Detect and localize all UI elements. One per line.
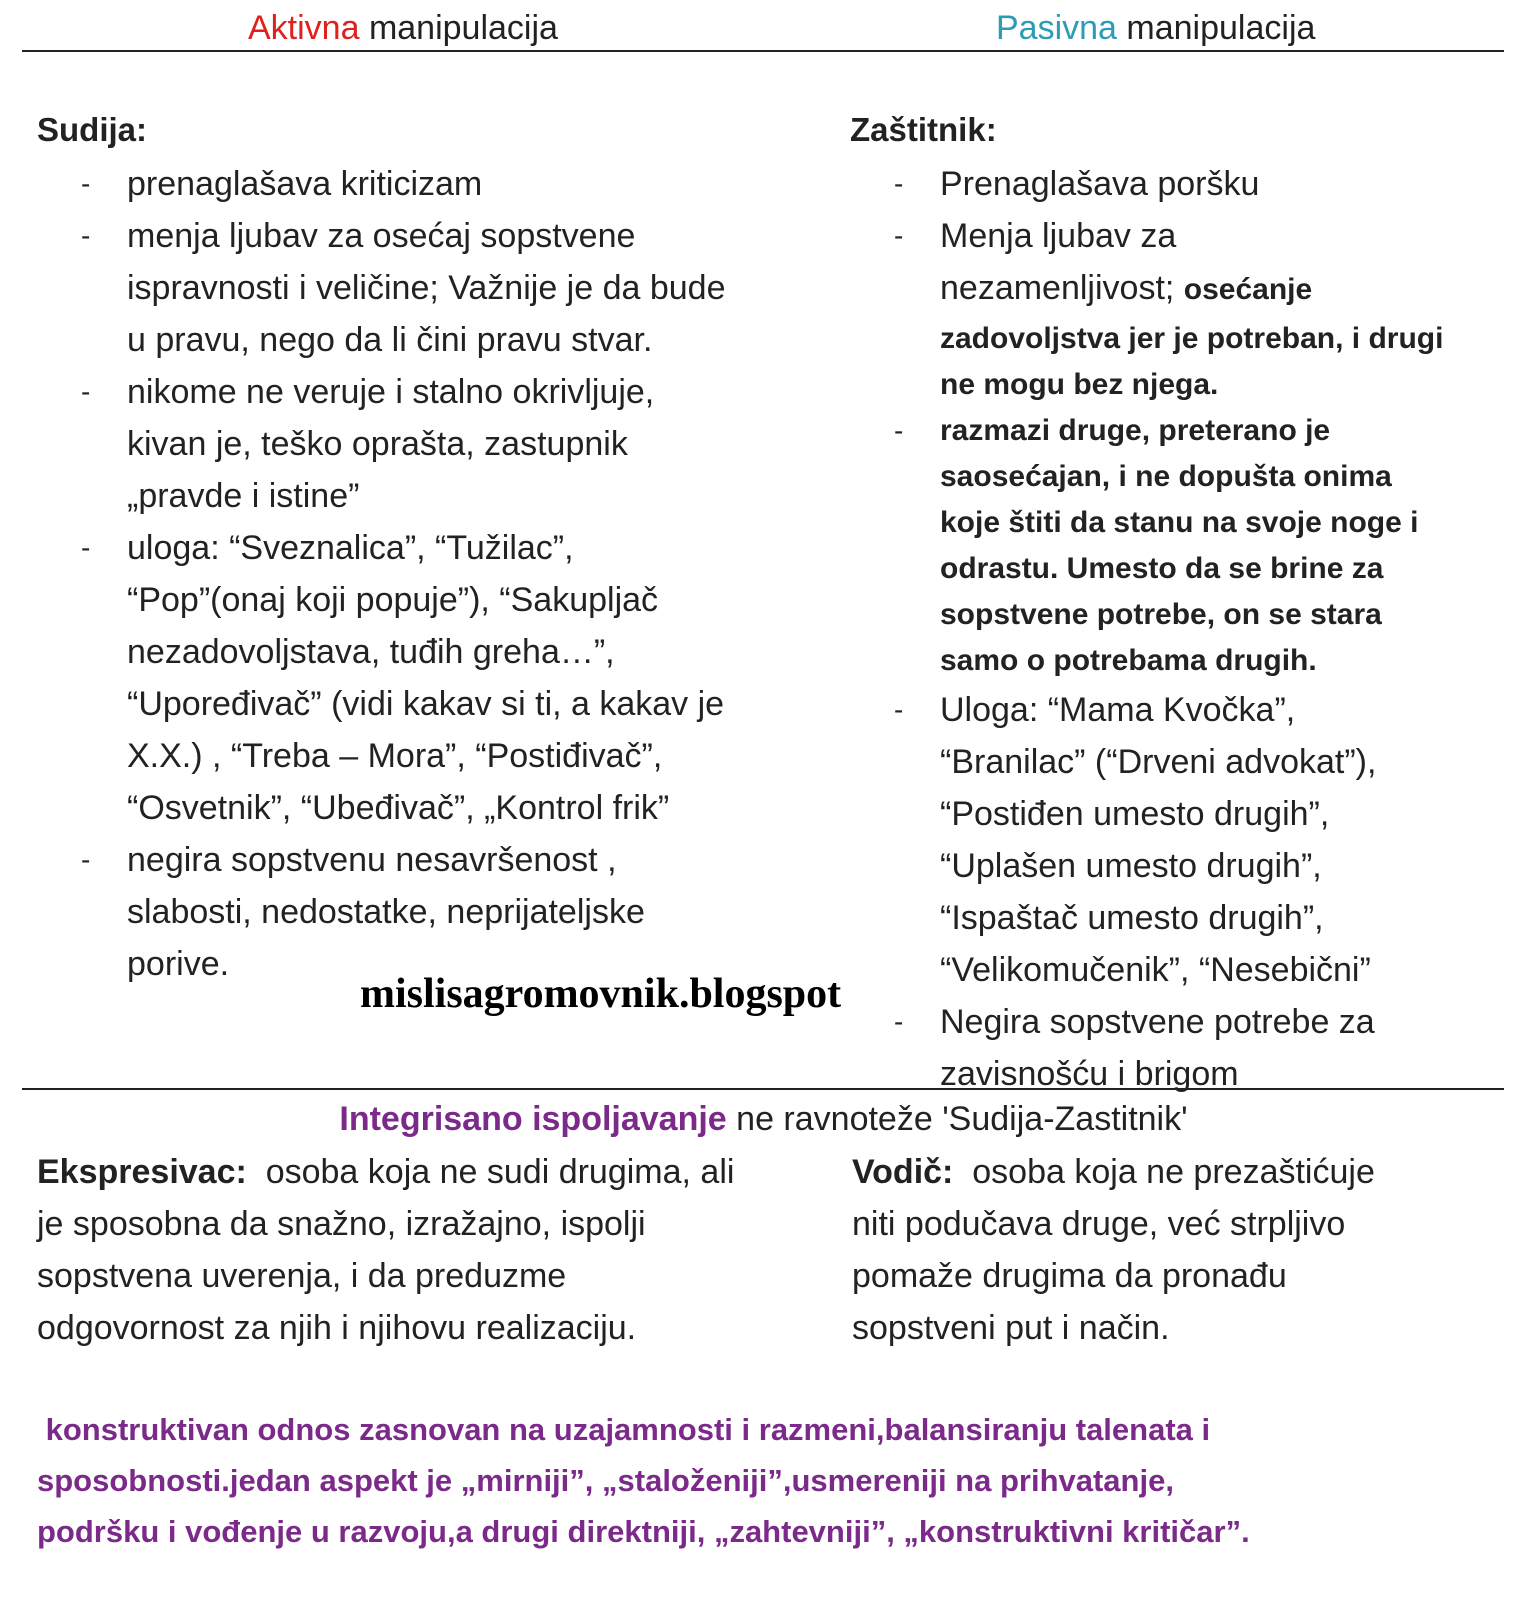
para-line: niti podučava druge, već strpljivo xyxy=(852,1205,1346,1243)
list-line: “Branilac” (“Drveni advokat”), xyxy=(940,743,1377,781)
list-line: Negira sopstvene potrebe za xyxy=(940,1003,1375,1041)
ekspresivac-paragraph xyxy=(37,1146,817,1354)
header-right-rest: manipulacija xyxy=(1116,9,1316,47)
list-line: „pravde i istine” xyxy=(127,477,360,515)
vodic-paragraph xyxy=(852,1146,1492,1354)
list-item xyxy=(850,210,1510,408)
list-item xyxy=(37,158,837,210)
list-line: Menja ljubav za xyxy=(940,217,1177,255)
list-item xyxy=(850,996,1510,1100)
closing-line: sposobnosti.jedan aspekt je „mirniji”, „staloženiji”,usmereniji na prihvatanje, xyxy=(37,1463,1174,1498)
list-line: menja ljubav za osećaj sopstvene xyxy=(127,217,636,255)
list-line: “Pop”(onaj koji popuje”), “Sakupljač xyxy=(127,581,659,619)
para-line: sopstveni put i način. xyxy=(852,1309,1170,1347)
list-item xyxy=(850,158,1510,210)
list-line: Prenaglašava poršku xyxy=(940,165,1260,203)
dash-bullet: - xyxy=(81,376,91,407)
para-text: osoba koja ne prezaštićuje xyxy=(953,1153,1375,1191)
para-line: je sposobna da snažno, izražajno, ispolji xyxy=(37,1205,646,1243)
list-line: “Upoređivač” (vidi kakav si ti, a kakav je xyxy=(127,685,725,723)
header-pasivna-manipulacija xyxy=(996,4,1315,52)
vodic-term: Vodič: xyxy=(852,1153,954,1191)
list-line: “Postiđen umesto drugih”, xyxy=(940,795,1330,833)
blog-watermark: mislisagromovnik.blogspot xyxy=(360,971,842,1017)
list-line-normal: nezamenljivost; xyxy=(940,269,1184,307)
para-line xyxy=(852,1146,1492,1198)
sudija-list xyxy=(37,158,837,990)
sudija-title: Sudija: xyxy=(37,111,148,148)
list-line: nezadovoljstava, tuđih greha…”, xyxy=(127,633,615,671)
list-line: nikome ne veruje i stalno okrivljuje, xyxy=(127,373,655,411)
list-line: sopstvene potrebe, on se stara xyxy=(940,598,1382,631)
list-item xyxy=(37,522,837,834)
zastitnik-title: Zaštitnik: xyxy=(850,111,997,148)
list-line: zavisnošću i brigom xyxy=(940,1055,1239,1093)
middle-divider xyxy=(22,1088,1504,1090)
list-line xyxy=(940,262,1510,316)
list-line: slabosti, nedostatke, neprijateljske xyxy=(127,893,645,931)
integrated-heading xyxy=(0,1094,1527,1144)
list-line: negira sopstvenu nesavršenost , xyxy=(127,841,617,879)
ekspresivac-term: Ekspresivac: xyxy=(37,1153,247,1191)
para-line xyxy=(37,1146,817,1198)
integrated-accent: Integrisano ispoljavanje xyxy=(339,1100,727,1138)
list-item xyxy=(850,408,1510,684)
list-line: porive. xyxy=(127,945,230,983)
list-item xyxy=(37,834,837,990)
header-left-accent: Aktivna xyxy=(248,9,360,47)
list-line: “Ispaštač umesto drugih”, xyxy=(940,899,1324,937)
list-line: Uloga: “Mama Kvočka”, xyxy=(940,691,1296,729)
closing-line: konstruktivan odnos zasnovan na uzajamnosti i razmeni,balansiranju talenata i xyxy=(37,1412,1211,1447)
dash-bullet: - xyxy=(81,220,91,251)
list-line: prenaglašava kriticizam xyxy=(127,165,483,203)
closing-line: podršku i vođenje u razvoju,a drugi direktniji, „zahtevniji”, „konstruktivni kritičar”. xyxy=(37,1514,1250,1549)
header-aktivna-manipulacija xyxy=(248,4,558,52)
header-right-accent: Pasivna xyxy=(996,9,1117,47)
list-item xyxy=(37,366,837,522)
header-left-rest: manipulacija xyxy=(359,9,558,47)
dash-bullet: - xyxy=(894,415,904,446)
list-line: odrastu. Umesto da se brine za xyxy=(940,552,1384,585)
list-item xyxy=(37,210,837,366)
para-text: osoba koja ne sudi drugima, ali xyxy=(246,1153,735,1191)
list-line: kivan je, teško oprašta, zastupnik xyxy=(127,425,628,463)
list-line-bold: osećanje xyxy=(1183,273,1313,306)
closing-paragraph xyxy=(37,1404,1507,1557)
list-line: uloga: “Sveznalica”, “Tužilac”, xyxy=(127,529,574,567)
para-line: sopstvena uverenja, i da preduzme xyxy=(37,1257,567,1295)
dash-bullet: - xyxy=(894,694,904,725)
dash-bullet: - xyxy=(81,844,91,875)
list-line: samo o potrebama drugih. xyxy=(940,644,1317,677)
list-line: u pravu, nego da li čini pravu stvar. xyxy=(127,321,653,359)
list-line: ispravnosti i veličine; Važnije je da bude xyxy=(127,269,726,307)
dash-bullet: - xyxy=(894,220,904,251)
dash-bullet: - xyxy=(894,168,904,199)
list-line: koje štiti da stanu na svoje noge i xyxy=(940,506,1419,539)
list-line: razmazi druge, preterano je xyxy=(940,414,1331,447)
integrated-rest: ne ravnoteže 'Sudija-Zastitnik' xyxy=(726,1100,1188,1138)
zastitnik-list xyxy=(850,158,1510,1100)
dash-bullet: - xyxy=(81,532,91,563)
list-line: “Osvetnik”, “Ubeđivač”, „Kontrol frik” xyxy=(127,789,670,827)
list-line: “Uplašen umesto drugih”, xyxy=(940,847,1322,885)
list-item xyxy=(850,684,1510,996)
para-line: odgovornost za njih i njihovu realizaciju. xyxy=(37,1309,637,1347)
list-line: X.X.) , “Treba – Mora”, “Postiđivač”, xyxy=(127,737,663,775)
list-line: “Velikomučenik”, “Nesebični” xyxy=(940,951,1371,989)
dash-bullet: - xyxy=(894,1006,904,1037)
dash-bullet: - xyxy=(81,168,91,199)
list-line: ne mogu bez njega. xyxy=(940,368,1219,401)
para-line: pomaže drugima da pronađu xyxy=(852,1257,1287,1295)
top-divider xyxy=(22,50,1504,52)
list-line: saosećajan, i ne dopušta onima xyxy=(940,460,1392,493)
list-line: zadovoljstva jer je potreban, i drugi xyxy=(940,322,1444,355)
